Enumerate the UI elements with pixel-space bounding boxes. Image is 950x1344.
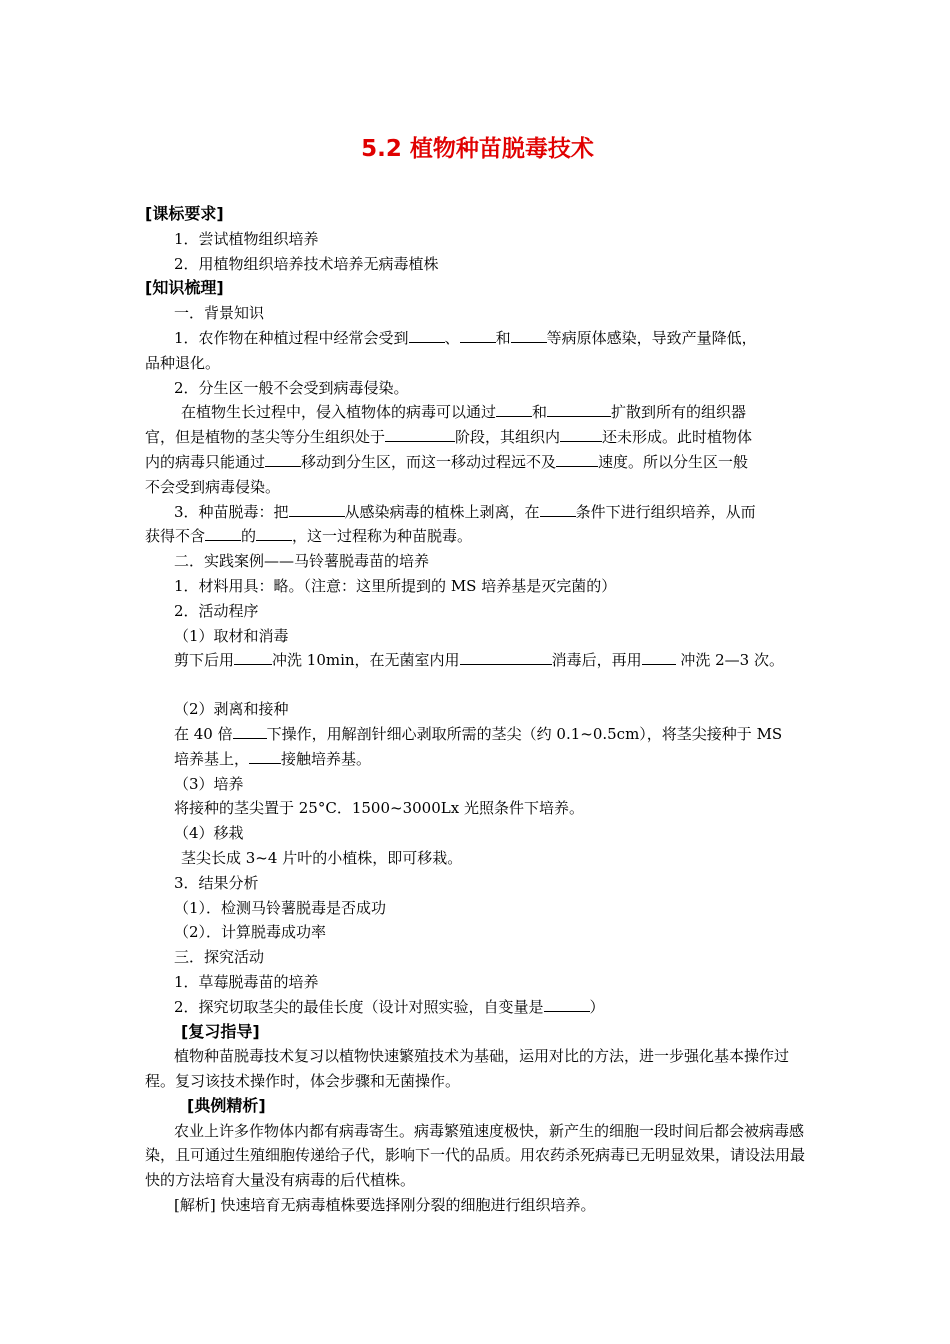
fill-blank[interactable] xyxy=(460,326,496,343)
result-item: （2）．计算脱毒成功率 xyxy=(174,923,327,942)
section-heading: 三．探究活动 xyxy=(174,948,265,967)
materials-line: 1．材料用具：略。（注意：这里所提到的 MS 培养基是灭完菌的） xyxy=(174,576,617,595)
fill-blank[interactable] xyxy=(544,995,590,1012)
requirement-item: 2．用植物组织培养技术培养无病毒植株 xyxy=(174,254,439,273)
result-item: （1）．检测马铃薯脱毒是否成功 xyxy=(174,898,387,917)
section-heading: 二．实践案例——马铃薯脱毒苗的培养 xyxy=(174,552,430,571)
paragraph-3-line2: 官，但是植物的茎尖等分生组织处于 阶段，其组织内 还未形成。此时植物体 xyxy=(145,425,810,450)
requirements-heading: [课标要求] xyxy=(145,204,224,223)
paragraph-3-line3: 内的病毒只能通过 移动到分生区，而这一移动过程远不及 速度。所以分生区一般 xyxy=(145,450,810,475)
fill-blank[interactable] xyxy=(234,648,272,665)
review-heading: [复习指导] xyxy=(181,1021,260,1041)
step-heading: （4）移栽 xyxy=(174,824,244,843)
step-heading: （3）培养 xyxy=(174,774,244,793)
example-text: 农业上许多作物体内都有病毒寄生。病毒繁殖速度极快，新产生的细胞一段时间后都会被病毒感染，且可通过生殖细胞传递给子代，影响下一代的品质。用农药杀死病毒已无明显效果，请设法用最快的方法培育大量没有病毒的后代植株。 xyxy=(145,1121,806,1190)
paragraph-4: 3．种苗脱毒：把 从感染病毒的植株上剥离，在 条件下进行组织培养，从而 xyxy=(145,500,810,525)
step-2-text: 在 40 倍 下操作，用解剖针细心剥取所需的茎尖（约 0.1~0.5cm），将茎尖接种于 MS xyxy=(145,722,810,747)
spacer xyxy=(145,673,810,697)
fill-blank[interactable] xyxy=(547,400,611,417)
fill-blank[interactable] xyxy=(511,326,547,343)
paragraph-1: 1．农作物在种植过程中经常会受到 、 和 等病原体感染，导致产量降低， xyxy=(145,326,810,351)
fill-blank[interactable] xyxy=(560,425,602,442)
step-heading: （1）取材和消毒 xyxy=(174,626,289,645)
procedure-line: 2．活动程序 xyxy=(174,601,259,620)
step-heading: （2）剥离和接种 xyxy=(174,700,289,719)
fill-blank[interactable] xyxy=(385,425,455,442)
section-heading: 一．背景知识 xyxy=(174,304,265,323)
fill-blank[interactable] xyxy=(496,400,532,417)
requirement-item: 1．尝试植物组织培养 xyxy=(174,229,319,248)
fill-blank[interactable] xyxy=(642,648,676,665)
fill-blank[interactable] xyxy=(249,747,281,764)
step-4-text: 茎尖长成 3~4 片叶的小植株，即可移栽。 xyxy=(181,848,463,867)
paragraph-1-cont: 品种退化。 xyxy=(145,353,221,372)
explore-item: 2．探究切取茎尖的最佳长度（设计对照实验，自变量是 ） xyxy=(145,995,810,1020)
fill-blank[interactable] xyxy=(205,524,241,541)
fill-blank[interactable] xyxy=(409,326,445,343)
review-text: 植物种苗脱毒技术复习以植物快速繁殖技术为基础，运用对比的方法，进一步强化基本操作过程。复习该技术操作时，体会步骤和无菌操作。 xyxy=(145,1047,790,1091)
fill-blank[interactable] xyxy=(265,450,301,467)
paragraph-2: 2．分生区一般不会受到病毒侵染。 xyxy=(174,378,409,397)
fill-blank[interactable] xyxy=(256,524,292,541)
explore-item: 1．草莓脱毒苗的培养 xyxy=(174,972,319,991)
page-title: 5.2 植物种苗脱毒技术 xyxy=(361,136,594,162)
fill-blank[interactable] xyxy=(460,648,552,665)
paragraph-3: 在植物生长过程中，侵入植物体的病毒可以通过 和 扩散到所有的组织器 xyxy=(145,400,810,425)
fill-blank[interactable] xyxy=(540,500,576,517)
fill-blank[interactable] xyxy=(289,500,345,517)
step-1-text: 剪下后用 冲洗 10min，在无菌室内用 消毒后，再用 冲洗 2—3 次。 xyxy=(145,648,810,673)
fill-blank[interactable] xyxy=(233,722,267,739)
paragraph-3-line4: 不会受到病毒侵染。 xyxy=(145,477,281,496)
step-2-text-cont: 培养基上， 接触培养基。 xyxy=(145,747,810,772)
step-3-text: 将接种的茎尖置于 25°C．1500~3000Lx 光照条件下培养。 xyxy=(174,799,584,818)
fill-blank[interactable] xyxy=(556,450,598,467)
example-heading: [典例精析] xyxy=(187,1095,266,1115)
knowledge-heading: [知识梳理] xyxy=(145,278,224,298)
analysis-text: [解析] 快速培育无病毒植株要选择刚分裂的细胞进行组织培养。 xyxy=(174,1196,596,1215)
result-heading: 3．结果分析 xyxy=(174,873,259,892)
paragraph-4-line2: 获得不含 的 ，这一过程称为种苗脱毒。 xyxy=(145,524,810,549)
